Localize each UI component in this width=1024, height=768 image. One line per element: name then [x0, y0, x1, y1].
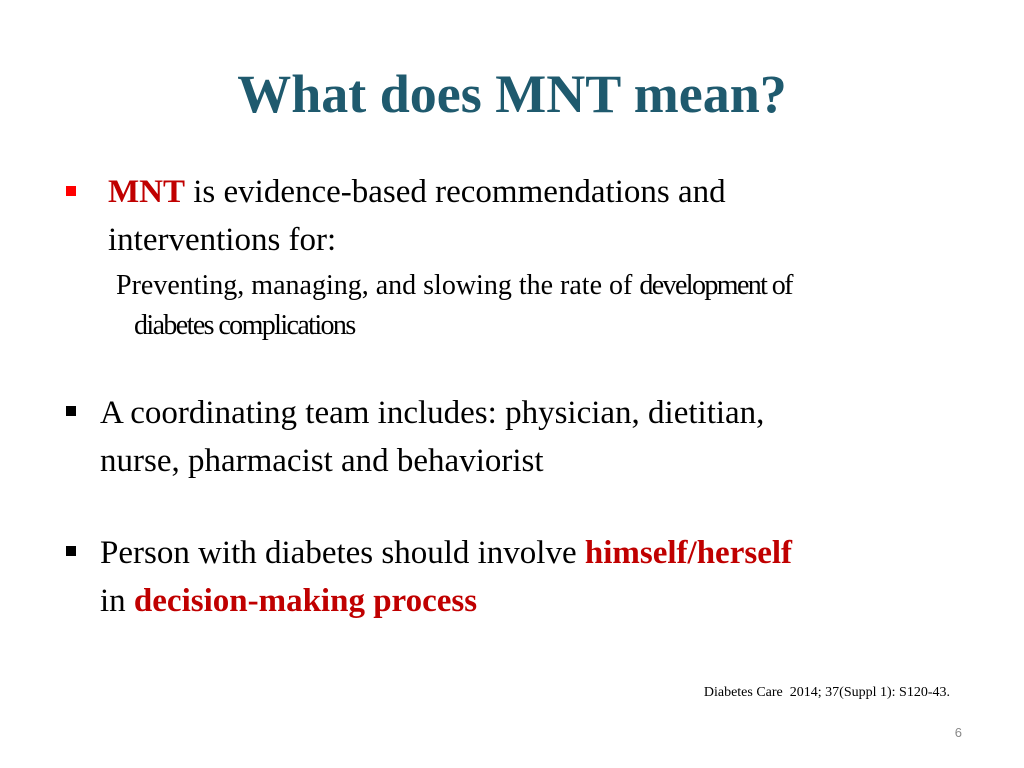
- bullet-2-text-line-2: nurse, pharmacist and behaviorist: [100, 443, 544, 479]
- bullet-3-text: Person with diabetes should involve: [100, 535, 585, 571]
- square-bullet-icon: [66, 186, 76, 196]
- square-bullet-icon: [66, 546, 76, 556]
- decision-making-emphasis: decision-making process: [133, 583, 478, 619]
- bullet-2-line-2: [100, 437, 544, 485]
- sub-item-line-2: [134, 306, 355, 346]
- bullet-1-text-line-2: interventions for:: [108, 222, 337, 258]
- sub-item-line-1: [116, 266, 792, 306]
- bullet-3-text-in: in: [100, 583, 134, 619]
- sub-item-text-c: diabetes complications: [134, 310, 355, 341]
- bullet-2-line-1: [100, 389, 764, 437]
- sub-item-text-a: Preventing, managing, and slowing the rate of: [116, 270, 640, 301]
- bullet-1-line-2: [108, 216, 336, 264]
- sub-item-text-b: development of: [639, 270, 792, 301]
- citation: Diabetes Care 2014; 37(Suppl 1): S120-43.: [703, 685, 950, 700]
- bullet-1: [108, 168, 726, 216]
- bullet-1-text-line-1: is evidence-based recommendations and: [185, 174, 726, 210]
- bullet-3-line-1: [100, 529, 792, 577]
- bullet-2-text-line-1: A coordinating team includes: physician, dietitian,: [100, 395, 765, 431]
- himself-herself-emphasis: himself/herself: [584, 535, 792, 571]
- page-number: 6: [954, 725, 962, 740]
- slide-title: What does MNT mean?: [237, 64, 787, 124]
- bullet-3-line-2: [100, 577, 477, 625]
- square-bullet-icon: [66, 406, 76, 416]
- mnt-term: MNT: [108, 174, 185, 210]
